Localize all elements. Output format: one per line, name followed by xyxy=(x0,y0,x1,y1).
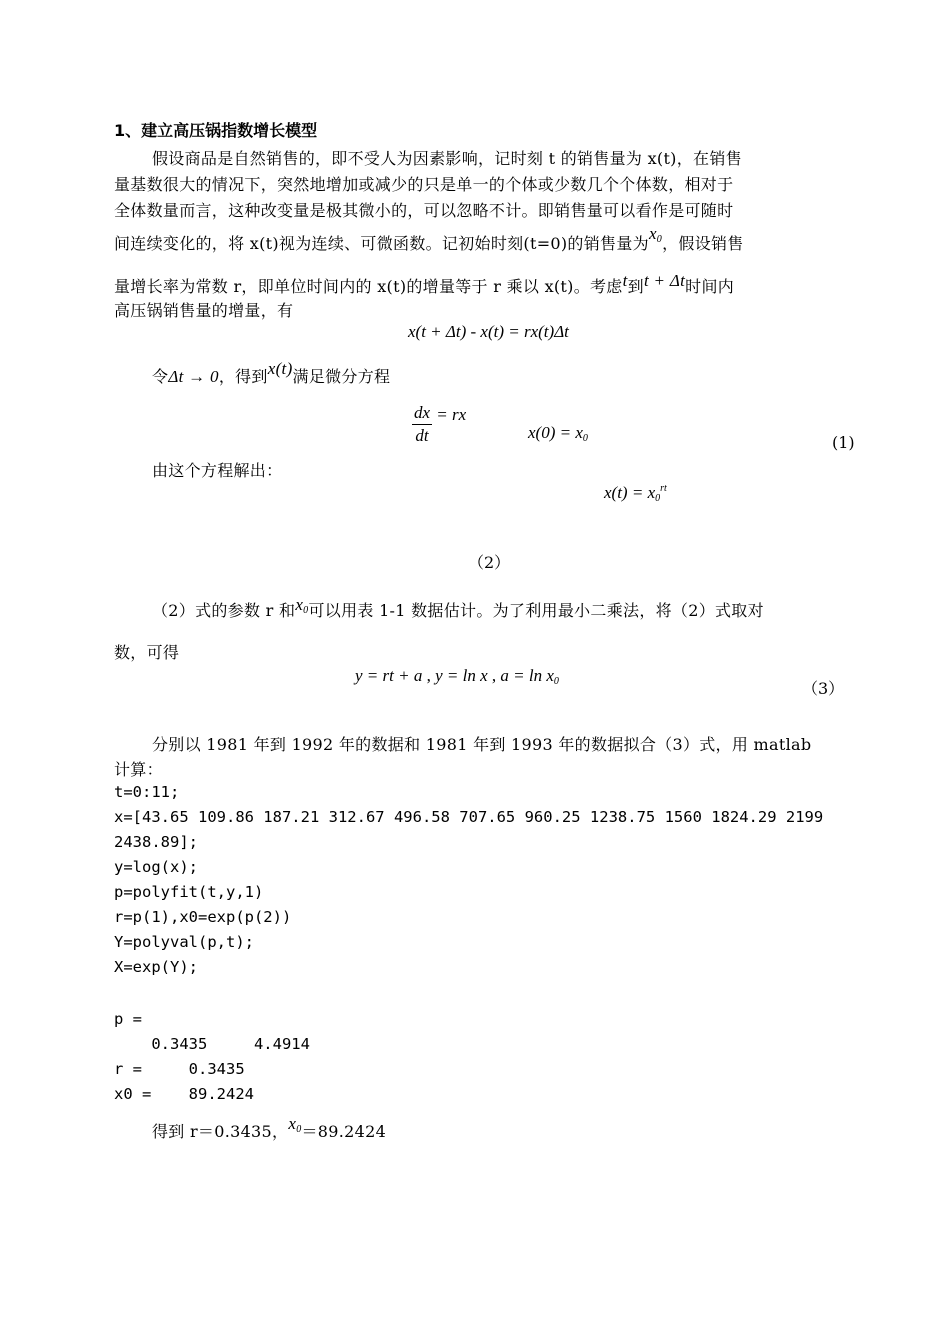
x0-symbol: $x_0$ xyxy=(648,224,663,245)
x-of-t-symbol: x(t) xyxy=(267,359,293,378)
code-line-6: r=p(1),x0=exp(p(2)) xyxy=(114,908,292,926)
code-line-5: p=polyfit(t,y,1) xyxy=(114,883,264,901)
para1-line4 xyxy=(114,224,744,255)
equation-1 xyxy=(412,402,466,447)
x0-symbol: $x_0$ xyxy=(295,595,309,616)
para3: 由这个方程解出： xyxy=(152,461,283,480)
increment-equation: x(t + Δt) - x(t) = rx(t)Δt xyxy=(408,322,569,341)
para1-line4-text: 间连续变化的，将 x(t)视为连续、可微函数。记初始时刻(t=0)的销售量为 xyxy=(114,234,649,253)
equation-1-label: (1) xyxy=(832,433,855,452)
para1-line6: 高压锅销售量的增量，有 xyxy=(114,301,294,320)
equation-3-label: （3） xyxy=(802,679,845,698)
code-line-2: x=[43.65 109.86 187.21 312.67 496.58 707.65 960.25 1238.75 1560 1824.29 2199 xyxy=(114,808,824,826)
t-symbol: t xyxy=(622,271,628,290)
para4-line2: 数，可得 xyxy=(114,643,180,662)
code-line-7: Y=polyval(p,t); xyxy=(114,933,254,951)
code-line-4: y=log(x); xyxy=(114,858,198,876)
equation-3: y = rt + a , y = ln x , $a = \ln x_0$ xyxy=(355,666,559,687)
output-x0-line: x0 = 89.2424 xyxy=(114,1085,254,1103)
para1-line1: 假设商品是自然销售的，即不受人为因素影响，记时刻 t 的销售量为 x(t)，在销售 xyxy=(152,149,742,168)
para5-line2: 计算： xyxy=(114,760,163,779)
output-r-line: r = 0.3435 xyxy=(114,1060,245,1078)
output-p-label: p = xyxy=(114,1010,142,1028)
dx-dt-fraction: $\frac{dx}{dt}$ xyxy=(414,403,431,445)
para5-line1: 分别以 1981 年到 1992 年的数据和 1981 年到 1993 年的数据拟合（3）式，用 matlab xyxy=(152,735,812,754)
para1-line3: 全体数量而言，这种改变量是极其微小的，可以忽略不计。即销售量可以看作是可随时 xyxy=(114,201,734,220)
result-line: 得到 r＝0.3435，$x_0=89.2424$ xyxy=(152,1114,387,1141)
code-line-8: X=exp(Y); xyxy=(114,958,198,976)
para1-line5: 量增长率为常数 r，即单位时间内的 x(t)的增量等于 r 乘以 x(t)。考虑t到t + Δt时间内 xyxy=(114,271,735,296)
limit-expression: Δt → 0 xyxy=(168,367,219,386)
para4-line1: （2）式的参数 r 和$x_0$可以用表 1-1 数据估计。为了利用最小二乘法，将（2）式取对 xyxy=(152,595,764,620)
code-line-3: 2438.89]; xyxy=(114,833,198,851)
equation-1-initial-condition: $x(0) = x_0$ xyxy=(528,423,588,444)
section-heading: 1、建立高压锅指数增长模型 xyxy=(114,121,318,140)
para1-line4-tail: ，假设销售 xyxy=(662,234,744,253)
equation-2-label: （2） xyxy=(468,553,511,572)
para1-line2: 量基数很大的情况下，突然地增加或减少的只是单一的个体或少数几个个体数，相对于 xyxy=(114,175,734,194)
equation-2: $x(t) = x_0^{rt}$ xyxy=(604,483,667,504)
para2: 令Δt → 0，得到x(t)满足微分方程 xyxy=(152,359,391,386)
t-plus-dt-symbol: t + Δt xyxy=(643,271,686,290)
output-p-values: 0.3435 4.4914 xyxy=(114,1035,310,1053)
x0-symbol: $x_0$ xyxy=(288,1114,302,1135)
eq1-rhs: = rx xyxy=(436,404,467,424)
code-line-1: t=0:11; xyxy=(114,783,180,801)
